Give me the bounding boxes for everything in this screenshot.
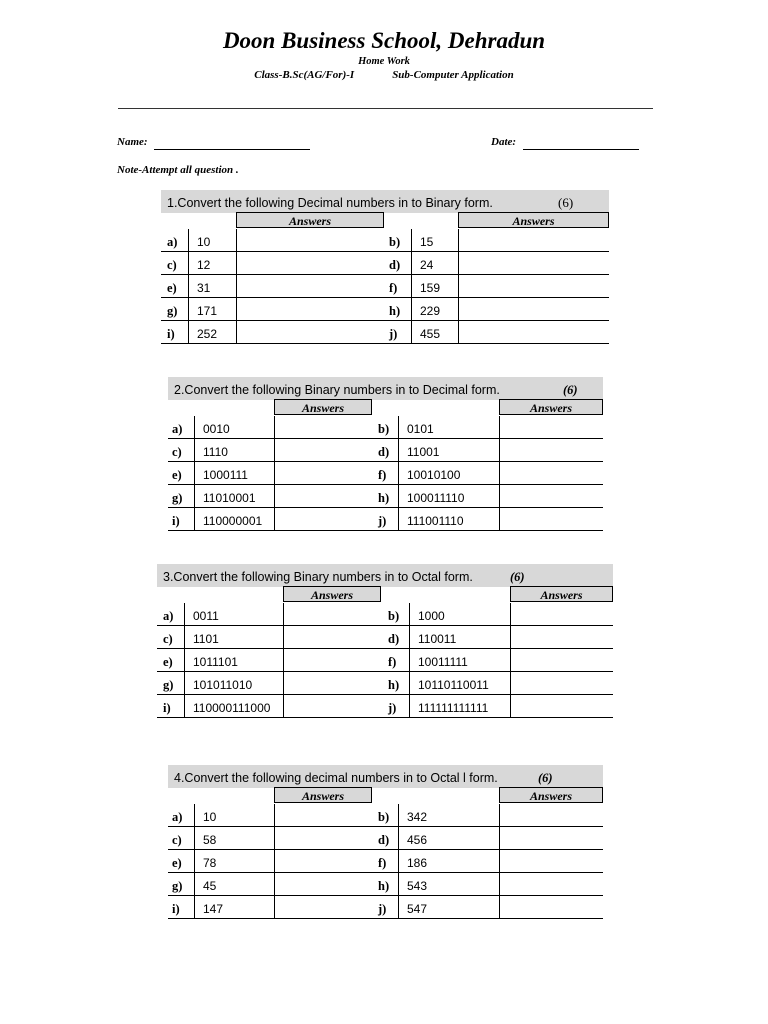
item-value: 110000111000: [184, 695, 283, 717]
item-value: 171: [188, 298, 236, 320]
question-3-row: [157, 695, 613, 718]
answer-cell[interactable]: [458, 275, 609, 297]
header-divider: [118, 108, 653, 109]
question-2-row: [168, 485, 603, 508]
item-label: e): [172, 468, 182, 482]
item-value: 10: [194, 804, 274, 826]
item-value: 101011010: [184, 672, 283, 694]
item-label: h): [378, 879, 390, 893]
question-4-header: [168, 765, 603, 788]
item-label: d): [378, 833, 390, 847]
answer-cell[interactable]: [274, 850, 372, 872]
item-label: h): [388, 678, 400, 692]
item-value: 455: [411, 321, 458, 343]
item-value: 252: [188, 321, 236, 343]
class-subject-line: [0, 69, 768, 81]
item-label: i): [172, 514, 180, 528]
question-3-row: [157, 603, 613, 626]
item-label: i): [163, 701, 171, 715]
item-value: 342: [398, 804, 499, 826]
item-label: j): [388, 701, 397, 715]
item-value: 11010001: [194, 485, 274, 507]
date-field[interactable]: [523, 149, 639, 150]
question-3-row: [157, 626, 613, 649]
item-value: 10: [188, 229, 236, 251]
question-2-row: [168, 462, 603, 485]
item-value: 0011: [184, 603, 283, 625]
answer-cell[interactable]: [458, 321, 609, 343]
question-3-answers-header-left: Answers: [283, 586, 381, 602]
item-value: 45: [194, 873, 274, 895]
answer-cell[interactable]: [510, 672, 613, 694]
answer-cell[interactable]: [510, 695, 613, 717]
question-2-row: [168, 508, 603, 531]
question-1-marks: (6): [558, 195, 574, 210]
question-4-row: [168, 873, 603, 896]
item-label: b): [378, 810, 390, 824]
item-value: 1000: [409, 603, 510, 625]
item-value: 547: [398, 896, 499, 918]
item-value: 78: [194, 850, 274, 872]
question-4-row: [168, 896, 603, 919]
answer-cell[interactable]: [274, 827, 372, 849]
item-label: j): [378, 902, 387, 916]
answer-cell[interactable]: [510, 649, 613, 671]
item-label: g): [163, 678, 174, 692]
question-1-title: 1.Convert the following Decimal numbers in to Binary form.: [167, 196, 493, 210]
answer-cell[interactable]: [274, 896, 372, 918]
question-4-marks: (6): [538, 771, 553, 785]
answer-cell[interactable]: [499, 462, 603, 484]
item-value: 58: [194, 827, 274, 849]
item-label: a): [172, 422, 183, 436]
question-1-answers-header-left: Answers: [236, 212, 384, 228]
question-1-answers-header-right: Answers: [458, 212, 609, 228]
answer-cell[interactable]: [274, 804, 372, 826]
item-label: c): [172, 833, 182, 847]
answer-cell[interactable]: [458, 298, 609, 320]
subject-label: Sub-Computer Application: [392, 69, 514, 81]
item-label: c): [163, 632, 173, 646]
item-value: 159: [411, 275, 458, 297]
answer-cell[interactable]: [274, 462, 372, 484]
question-2-answers-header-left: Answers: [274, 399, 372, 415]
question-3-title: 3.Convert the following Binary numbers in to Octal form.: [163, 570, 473, 584]
item-value: 100011110: [398, 485, 499, 507]
item-value: 1110: [194, 439, 274, 461]
item-label: e): [167, 281, 177, 295]
item-value: 1101: [184, 626, 283, 648]
question-4-row: [168, 827, 603, 850]
item-label: d): [389, 258, 401, 272]
question-1-row: [161, 321, 609, 344]
item-label: h): [378, 491, 390, 505]
answer-cell[interactable]: [283, 695, 381, 717]
answer-cell[interactable]: [236, 252, 384, 274]
answer-cell[interactable]: [274, 485, 372, 507]
item-value: 456: [398, 827, 499, 849]
item-value: 10010100: [398, 462, 499, 484]
answer-cell[interactable]: [458, 252, 609, 274]
question-2-header: [168, 377, 603, 400]
answer-cell[interactable]: [499, 896, 603, 918]
item-label: f): [389, 281, 398, 295]
item-label: e): [163, 655, 173, 669]
answer-cell[interactable]: [274, 416, 372, 438]
answer-cell[interactable]: [510, 626, 613, 648]
item-label: h): [389, 304, 401, 318]
item-value: 11001: [398, 439, 499, 461]
item-label: b): [388, 609, 400, 623]
question-1-row: [161, 298, 609, 321]
item-label: j): [389, 327, 398, 341]
class-label: Class-B.Sc(AG/For)-I: [254, 69, 355, 81]
item-label: f): [378, 468, 387, 482]
answer-cell[interactable]: [499, 827, 603, 849]
answer-cell[interactable]: [236, 229, 384, 251]
item-value: 1000111: [194, 462, 274, 484]
item-label: a): [172, 810, 183, 824]
answer-cell[interactable]: [499, 485, 603, 507]
answer-cell[interactable]: [283, 603, 381, 625]
item-value: 111001110: [398, 508, 499, 530]
answer-cell[interactable]: [499, 416, 603, 438]
item-value: 186: [398, 850, 499, 872]
answer-cell[interactable]: [274, 439, 372, 461]
answer-cell[interactable]: [499, 873, 603, 895]
question-3-header: [157, 564, 613, 587]
item-value: 229: [411, 298, 458, 320]
item-value: 31: [188, 275, 236, 297]
item-value: 0010: [194, 416, 274, 438]
answer-cell[interactable]: [274, 508, 372, 530]
question-1-row: [161, 275, 609, 298]
answer-cell[interactable]: [283, 672, 381, 694]
question-1-header: [161, 190, 609, 213]
page-title: Doon Business School, Dehradun: [222, 28, 546, 53]
answer-cell[interactable]: [236, 275, 384, 297]
date-label: Date:: [491, 136, 517, 148]
item-label: b): [378, 422, 390, 436]
item-label: a): [163, 609, 174, 623]
question-1-row: [161, 252, 609, 275]
question-2-row: [168, 439, 603, 462]
item-value: 0101: [398, 416, 499, 438]
question-3-row: [157, 672, 613, 695]
item-value: 110011: [409, 626, 510, 648]
answer-cell[interactable]: [499, 804, 603, 826]
answer-cell[interactable]: [499, 439, 603, 461]
item-value: 15: [411, 229, 458, 251]
item-label: g): [172, 491, 183, 505]
item-value: 10110110011: [409, 672, 510, 694]
answer-cell[interactable]: [283, 626, 381, 648]
item-value: 543: [398, 873, 499, 895]
item-value: 12: [188, 252, 236, 274]
item-label: c): [167, 258, 177, 272]
note-text: Note-Attempt all question .: [117, 164, 239, 176]
item-label: e): [172, 856, 182, 870]
item-label: i): [167, 327, 175, 341]
answer-cell[interactable]: [510, 603, 613, 625]
question-4-row: [168, 850, 603, 873]
question-3-marks: (6): [510, 570, 525, 584]
item-label: d): [388, 632, 400, 646]
item-label: g): [172, 879, 183, 893]
item-label: i): [172, 902, 180, 916]
item-label: a): [167, 235, 178, 249]
question-4-title: 4.Convert the following decimal numbers in to Octal l form.: [174, 771, 498, 785]
name-field[interactable]: [154, 149, 310, 150]
question-2-title: 2.Convert the following Binary numbers in to Decimal form.: [174, 383, 500, 397]
item-value: 24: [411, 252, 458, 274]
answer-cell[interactable]: [499, 508, 603, 530]
answer-cell[interactable]: [499, 850, 603, 872]
question-4-answers-header-right: Answers: [499, 787, 603, 803]
question-3-row: [157, 649, 613, 672]
question-2-marks: (6): [563, 383, 578, 397]
answer-cell[interactable]: [274, 873, 372, 895]
answer-cell[interactable]: [236, 298, 384, 320]
answer-cell[interactable]: [458, 229, 609, 251]
item-label: g): [167, 304, 178, 318]
question-4-answers-header-left: Answers: [274, 787, 372, 803]
question-2-row: [168, 416, 603, 439]
answer-cell[interactable]: [283, 649, 381, 671]
item-value: 1011101: [184, 649, 283, 671]
item-label: f): [388, 655, 397, 669]
item-label: f): [378, 856, 387, 870]
item-label: j): [378, 514, 387, 528]
item-value: 10011111: [409, 649, 510, 671]
question-3-answers-header-right: Answers: [510, 586, 613, 602]
item-value: 110000001: [194, 508, 274, 530]
question-2-answers-header-right: Answers: [499, 399, 603, 415]
question-1-row: [161, 229, 609, 252]
item-value: 111111111111: [409, 695, 510, 717]
question-4-row: [168, 804, 603, 827]
item-label: c): [172, 445, 182, 459]
name-label: Name:: [117, 136, 148, 148]
answer-cell[interactable]: [236, 321, 384, 343]
item-label: b): [389, 235, 401, 249]
item-value: 147: [194, 896, 274, 918]
item-label: d): [378, 445, 390, 459]
page-subtitle: Home Work: [358, 56, 410, 67]
